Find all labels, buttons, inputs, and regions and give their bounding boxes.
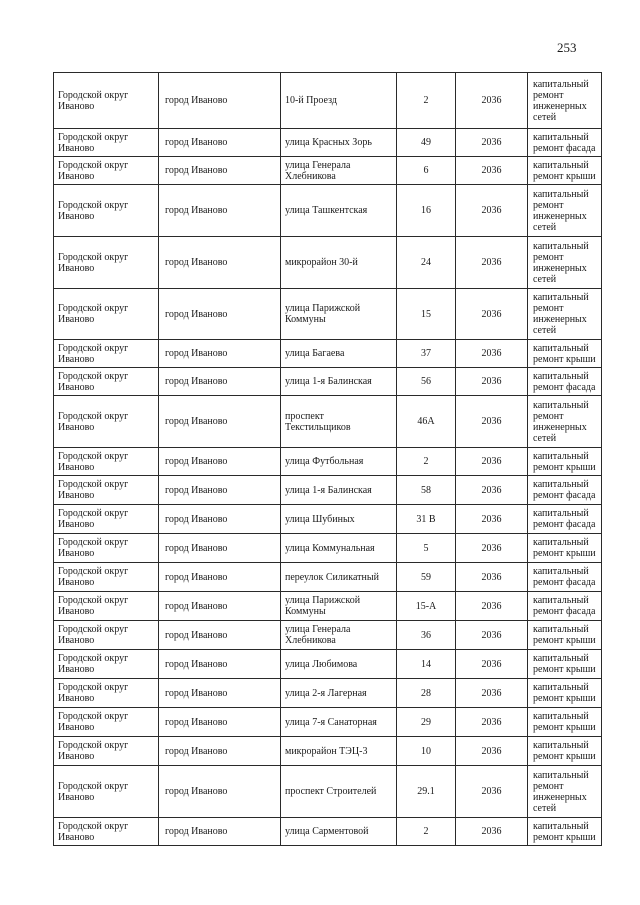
- table-row: [54, 737, 602, 766]
- table-row: [54, 237, 602, 289]
- house-number-cell: 24: [397, 237, 456, 289]
- settlement-cell: город Иваново: [159, 708, 281, 737]
- table-row: [54, 448, 602, 476]
- table-row: [54, 73, 602, 129]
- municipality-cell: Городской округ Иваново: [54, 476, 159, 505]
- street-cell: микрорайон ТЭЦ-3: [281, 737, 397, 766]
- table-row: [54, 340, 602, 368]
- year-cell: 2036: [456, 708, 528, 737]
- table-row: [54, 476, 602, 505]
- street-cell: улица Ташкентская: [281, 185, 397, 237]
- municipality-cell: Городской округ Иваново: [54, 563, 159, 592]
- street-cell: улица Любимова: [281, 650, 397, 679]
- street-cell: улица Генерала Хлебникова: [281, 157, 397, 185]
- settlement-cell: город Иваново: [159, 448, 281, 476]
- year-cell: 2036: [456, 766, 528, 818]
- municipality-cell: Городской округ Иваново: [54, 129, 159, 157]
- house-number-cell: 15: [397, 289, 456, 340]
- year-cell: 2036: [456, 157, 528, 185]
- work-type-cell: капитальный ремонт крыши: [528, 737, 602, 766]
- house-number-cell: 6: [397, 157, 456, 185]
- table-row: [54, 396, 602, 448]
- house-number-cell: 15-А: [397, 592, 456, 621]
- work-type-cell: капитальный ремонт фасада: [528, 476, 602, 505]
- year-cell: 2036: [456, 534, 528, 563]
- year-cell: 2036: [456, 185, 528, 237]
- house-number-cell: 29: [397, 708, 456, 737]
- house-number-cell: 2: [397, 818, 456, 846]
- settlement-cell: город Иваново: [159, 766, 281, 818]
- page-number: 253: [557, 40, 577, 55]
- year-cell: 2036: [456, 448, 528, 476]
- settlement-cell: город Иваново: [159, 73, 281, 129]
- settlement-cell: город Иваново: [159, 818, 281, 846]
- work-type-cell: капитальный ремонт крыши: [528, 448, 602, 476]
- municipality-cell: Городской округ Иваново: [54, 157, 159, 185]
- table-row: [54, 534, 602, 563]
- settlement-cell: город Иваново: [159, 340, 281, 368]
- street-cell: улица 7-я Санаторная: [281, 708, 397, 737]
- year-cell: 2036: [456, 621, 528, 650]
- work-type-cell: капитальный ремонт фасада: [528, 505, 602, 534]
- municipality-cell: Городской округ Иваново: [54, 534, 159, 563]
- street-cell: переулок Силикатный: [281, 563, 397, 592]
- municipality-cell: Городской округ Иваново: [54, 708, 159, 737]
- street-cell: улица 1-я Балинская: [281, 368, 397, 396]
- street-cell: улица Генерала Хлебникова: [281, 621, 397, 650]
- settlement-cell: город Иваново: [159, 534, 281, 563]
- work-type-cell: капитальный ремонт фасада: [528, 563, 602, 592]
- table-row: [54, 289, 602, 340]
- municipality-cell: Городской округ Иваново: [54, 340, 159, 368]
- work-type-cell: капитальный ремонт инженерных сетей: [528, 766, 602, 818]
- street-cell: улица Красных Зорь: [281, 129, 397, 157]
- municipality-cell: Городской округ Иваново: [54, 396, 159, 448]
- municipality-cell: Городской округ Иваново: [54, 448, 159, 476]
- year-cell: 2036: [456, 737, 528, 766]
- table-row: [54, 592, 602, 621]
- year-cell: 2036: [456, 476, 528, 505]
- settlement-cell: город Иваново: [159, 679, 281, 708]
- street-cell: улица Шубиных: [281, 505, 397, 534]
- municipality-cell: Городской округ Иваново: [54, 505, 159, 534]
- work-type-cell: капитальный ремонт крыши: [528, 621, 602, 650]
- street-cell: улица 2-я Лагерная: [281, 679, 397, 708]
- year-cell: 2036: [456, 289, 528, 340]
- municipality-cell: Городской округ Иваново: [54, 592, 159, 621]
- street-cell: улица Футбольная: [281, 448, 397, 476]
- municipality-cell: Городской округ Иваново: [54, 289, 159, 340]
- settlement-cell: город Иваново: [159, 157, 281, 185]
- work-type-cell: капитальный ремонт крыши: [528, 340, 602, 368]
- table-row: [54, 679, 602, 708]
- table-row: [54, 505, 602, 534]
- work-type-cell: капитальный ремонт фасада: [528, 129, 602, 157]
- house-number-cell: 16: [397, 185, 456, 237]
- table-row: [54, 708, 602, 737]
- municipality-cell: Городской округ Иваново: [54, 737, 159, 766]
- year-cell: 2036: [456, 505, 528, 534]
- street-cell: улица Багаева: [281, 340, 397, 368]
- house-number-cell: 58: [397, 476, 456, 505]
- house-number-cell: 31 В: [397, 505, 456, 534]
- table-row: [54, 766, 602, 818]
- year-cell: 2036: [456, 237, 528, 289]
- municipality-cell: Городской округ Иваново: [54, 73, 159, 129]
- year-cell: 2036: [456, 650, 528, 679]
- house-number-cell: 56: [397, 368, 456, 396]
- municipality-cell: Городской округ Иваново: [54, 368, 159, 396]
- work-type-cell: капитальный ремонт крыши: [528, 534, 602, 563]
- street-cell: улица Парижской Коммуны: [281, 592, 397, 621]
- street-cell: улица Парижской Коммуны: [281, 289, 397, 340]
- settlement-cell: город Иваново: [159, 368, 281, 396]
- street-cell: улица Коммунальная: [281, 534, 397, 563]
- settlement-cell: город Иваново: [159, 476, 281, 505]
- year-cell: 2036: [456, 340, 528, 368]
- work-type-cell: капитальный ремонт инженерных сетей: [528, 289, 602, 340]
- settlement-cell: город Иваново: [159, 505, 281, 534]
- settlement-cell: город Иваново: [159, 185, 281, 237]
- year-cell: 2036: [456, 679, 528, 708]
- table-row: [54, 621, 602, 650]
- settlement-cell: город Иваново: [159, 396, 281, 448]
- settlement-cell: город Иваново: [159, 289, 281, 340]
- house-number-cell: 36: [397, 621, 456, 650]
- street-cell: улица 1-я Балинская: [281, 476, 397, 505]
- municipality-cell: Городской округ Иваново: [54, 818, 159, 846]
- year-cell: 2036: [456, 368, 528, 396]
- street-cell: проспект Текстильщиков: [281, 396, 397, 448]
- house-number-cell: 2: [397, 73, 456, 129]
- municipality-cell: Городской округ Иваново: [54, 650, 159, 679]
- work-type-cell: капитальный ремонт крыши: [528, 157, 602, 185]
- table-row: [54, 185, 602, 237]
- house-number-cell: 28: [397, 679, 456, 708]
- street-cell: проспект Строителей: [281, 766, 397, 818]
- house-number-cell: 37: [397, 340, 456, 368]
- settlement-cell: город Иваново: [159, 592, 281, 621]
- work-type-cell: капитальный ремонт крыши: [528, 818, 602, 846]
- table-row: [54, 129, 602, 157]
- work-type-cell: капитальный ремонт инженерных сетей: [528, 396, 602, 448]
- year-cell: 2036: [456, 73, 528, 129]
- work-type-cell: капитальный ремонт инженерных сетей: [528, 185, 602, 237]
- table-row: [54, 157, 602, 185]
- house-number-cell: 2: [397, 448, 456, 476]
- year-cell: 2036: [456, 818, 528, 846]
- settlement-cell: город Иваново: [159, 563, 281, 592]
- settlement-cell: город Иваново: [159, 621, 281, 650]
- settlement-cell: город Иваново: [159, 650, 281, 679]
- house-number-cell: 14: [397, 650, 456, 679]
- house-number-cell: 49: [397, 129, 456, 157]
- work-type-cell: капитальный ремонт крыши: [528, 708, 602, 737]
- settlement-cell: город Иваново: [159, 237, 281, 289]
- year-cell: 2036: [456, 592, 528, 621]
- municipality-cell: Городской округ Иваново: [54, 185, 159, 237]
- work-type-cell: капитальный ремонт крыши: [528, 650, 602, 679]
- settlement-cell: город Иваново: [159, 737, 281, 766]
- year-cell: 2036: [456, 563, 528, 592]
- house-number-cell: 5: [397, 534, 456, 563]
- table-row: [54, 563, 602, 592]
- table-row: [54, 650, 602, 679]
- street-cell: улица Сарментовой: [281, 818, 397, 846]
- work-type-cell: капитальный ремонт крыши: [528, 679, 602, 708]
- house-number-cell: 46А: [397, 396, 456, 448]
- work-type-cell: капитальный ремонт фасада: [528, 592, 602, 621]
- year-cell: 2036: [456, 396, 528, 448]
- municipality-cell: Городской округ Иваново: [54, 766, 159, 818]
- municipality-cell: Городской округ Иваново: [54, 621, 159, 650]
- house-number-cell: 10: [397, 737, 456, 766]
- street-cell: 10-й Проезд: [281, 73, 397, 129]
- table-row: [54, 818, 602, 846]
- settlement-cell: город Иваново: [159, 129, 281, 157]
- repair-schedule-table: [53, 72, 602, 846]
- work-type-cell: капитальный ремонт инженерных сетей: [528, 73, 602, 129]
- municipality-cell: Городской округ Иваново: [54, 679, 159, 708]
- work-type-cell: капитальный ремонт фасада: [528, 368, 602, 396]
- table-row: [54, 368, 602, 396]
- street-cell: микрорайон 30-й: [281, 237, 397, 289]
- year-cell: 2036: [456, 129, 528, 157]
- work-type-cell: капитальный ремонт инженерных сетей: [528, 237, 602, 289]
- house-number-cell: 59: [397, 563, 456, 592]
- house-number-cell: 29.1: [397, 766, 456, 818]
- municipality-cell: Городской округ Иваново: [54, 237, 159, 289]
